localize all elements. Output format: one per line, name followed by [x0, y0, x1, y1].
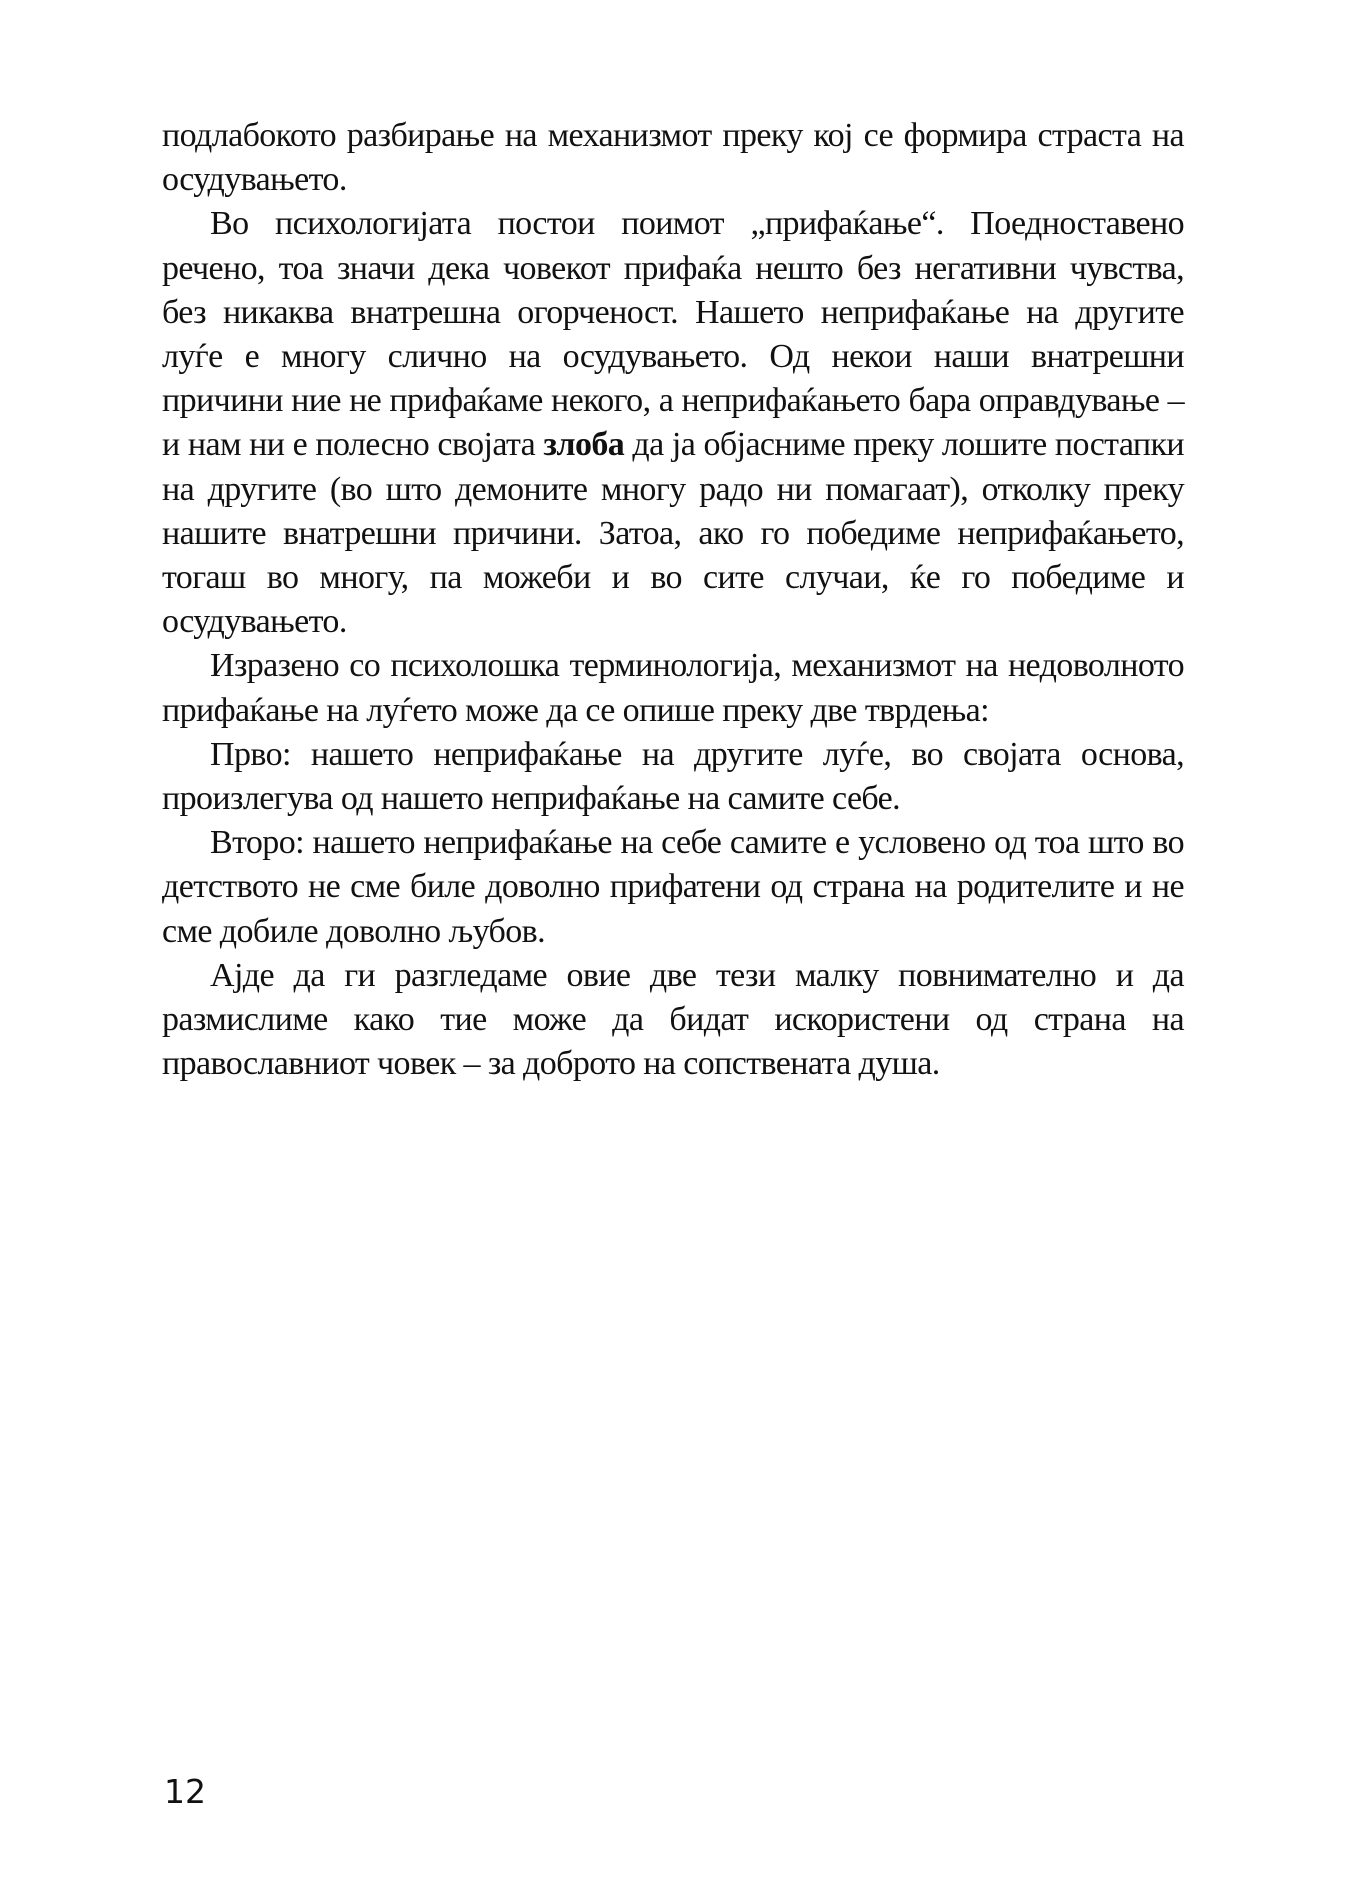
paragraph-text: Во психологијата постои поимот „прифаќање“. Поедноставено речено, тоа значи дека човекот прифаќа нешто без негативни чувства, без никаква внатрешна огорченост. Нашето неприфаќање на другите луѓе е многу слично на осудувањето. Од некои наши внатрешни причини ние не прифаќаме некого, а неприфаќањето бара оправдување – и нам ни е полесно [162, 205, 1184, 464]
paragraph-text-continued: својата [437, 426, 544, 464]
paragraph-first-statement: Прво: нашето неприфаќање на другите луѓе, во својата основа, произлегува од нашето неприфаќање на самите себе. [162, 735, 1184, 818]
emphasized-word: злоба [543, 426, 625, 464]
paragraph-conclusion: Ајде да ги разгледаме овие две тези малку повнимателно и да размислиме како тие може да бидат искористени од страна на православниот човек – за доброто на сопствената душа. [162, 956, 1184, 1083]
page-number: 12 [164, 1772, 206, 1811]
paragraph-psychological-terms: Изразено со психолошка терминологија, механизмот на недоволното прифаќање на луѓето може да се опише преку две тврдења: [162, 647, 1184, 729]
paragraph-second-statement: Второ: нашето неприфаќање на себе самите е условено од тоа што во детството не сме биле доволно прифатени од страна на родителите и не сме добиле доволно љубов. [162, 824, 1184, 950]
body-text [162, 114, 1184, 1086]
paragraph-text-tail: да ја објасниме преку лошите постапки на другите (во што демоните многу радо ни помагаат), отколку преку нашите внатрешни причини. Затоа, ако го победиме неприфаќањето, тогаш во многу, па можеби и во сите случаи, ќе го победиме и осудувањето. [162, 426, 1185, 641]
paragraph-continuation: подлабокото разбирање на механизмот преку кој се формира страста на осудувањето. [162, 117, 1184, 199]
paragraph-acceptance-definition [162, 202, 1184, 644]
